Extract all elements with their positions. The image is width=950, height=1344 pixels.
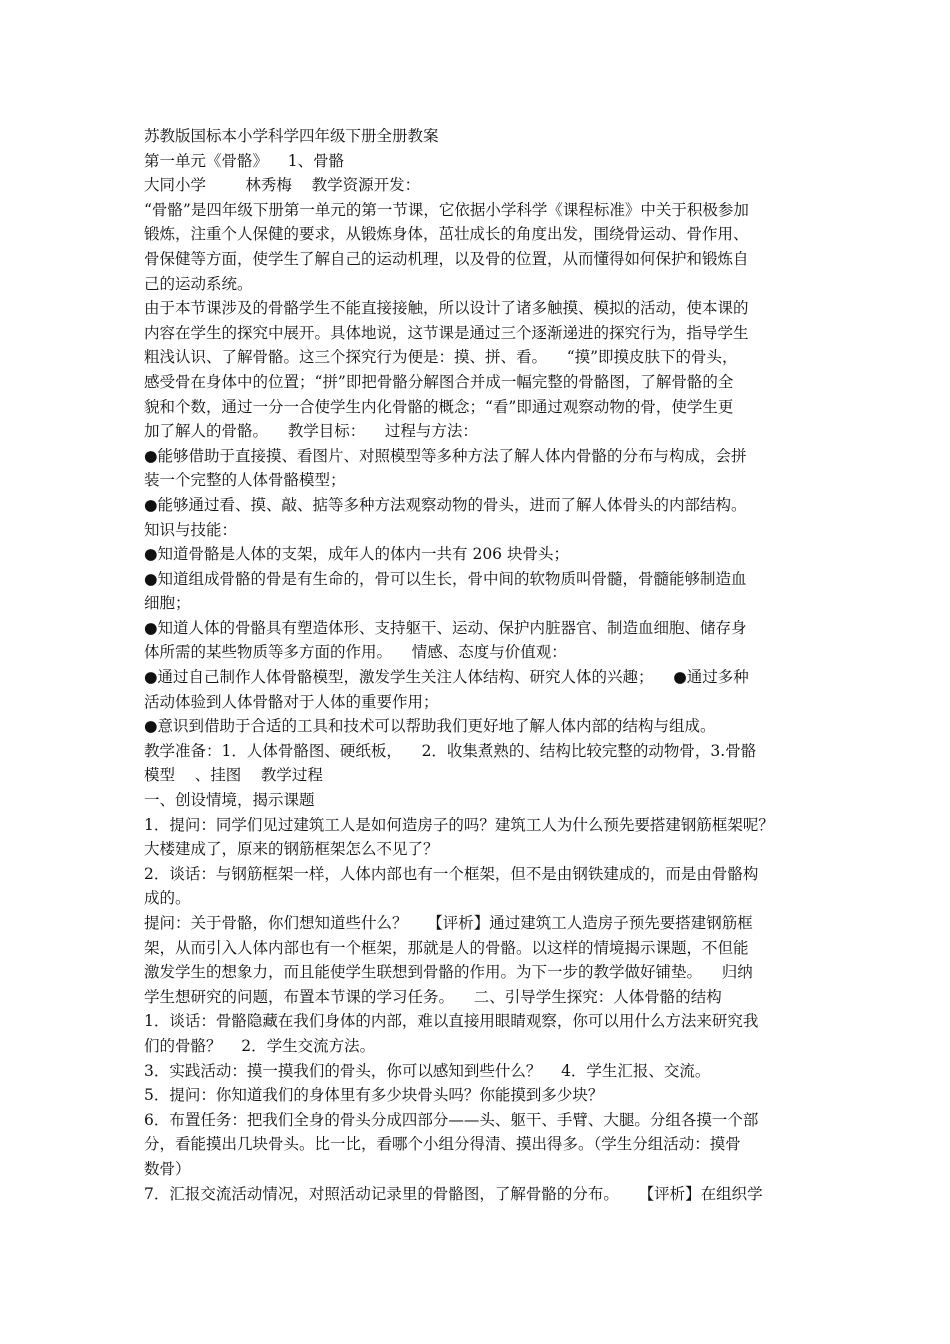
text-line: 大楼建成了，原来的钢筋框架怎么不见了？ — [144, 840, 439, 859]
text-line: 1．提问：同学们见过建筑工人是如何造房子的吗？建筑工人为什么预先要搭建钢筋框架呢？ — [144, 815, 774, 834]
text-line: 装一个完整的人体骨骼模型； — [144, 471, 346, 490]
text-line: 学生想研究的问题，布置本节课的学习任务。 二、引导学生探究：人体骨骼的结构 — [144, 987, 722, 1006]
text-line: 教学准备：1．人体骨骼图、硬纸板， 2．收集煮熟的、结构比较完整的动物骨，3.骨骼 — [144, 741, 757, 760]
text-line: 第一单元《骨骼》 1、骨骼 — [144, 151, 345, 170]
text-line: 5．提问：你知道我们的身体里有多少块骨头吗？你能摸到多少块？ — [144, 1086, 604, 1105]
text-line: 骨保健等方面，使学生了解自己的运动机理，以及骨的位置，从而懂得如何保护和锻炼自 — [144, 249, 749, 268]
text-line: “骨骼”是四年级下册第一单元的第一节课，它依据小学科学《课程标准》中关于积极参加 — [144, 200, 749, 219]
text-line: 大同小学 林秀梅 教学资源开发： — [144, 176, 421, 195]
document-body — [144, 124, 812, 1206]
text-line: 2．谈话：与钢筋框架一样，人体内部也有一个框架，但不是由钢铁建成的，而是由骨骼构 — [144, 864, 759, 883]
text-line: ●能够通过看、摸、敲、掂等多种方法观察动物的骨头，进而了解人体骨头的内部结构。 — [144, 495, 747, 514]
text-line: 激发学生的想象力，而且能使学生联想到骨骼的作用。为下一步的教学做好铺垫。 归纳 — [144, 963, 753, 982]
text-line: 己的运动系统。 — [144, 274, 253, 293]
text-line: 模型 、挂图 教学过程 — [144, 766, 323, 785]
text-line: 成的。 — [144, 889, 191, 908]
text-line: 由于本节课涉及的骨骼学生不能直接接触，所以设计了诸多触摸、模拟的活动，使本课的 — [144, 299, 749, 318]
text-line: ●通过自己制作人体骨骼模型，激发学生关注人体结构、研究人体的兴趣； ●通过多种 — [144, 668, 749, 687]
text-line: 锻炼，注重个人保健的要求，从锻炼身体，茁壮成长的角度出发，围绕骨运动、骨作用、 — [144, 225, 749, 244]
text-line: 1．谈话：骨骼隐藏在我们身体的内部，难以直接用眼睛观察，你可以用什么方法来研究我 — [144, 1012, 759, 1031]
text-line: ●意识到借助于合适的工具和技术可以帮助我们更好地了解人体内部的结构与组成。 — [144, 717, 716, 736]
text-line: 提问：关于骨骼，你们想知道些什么？ 【评析】通过建筑工人造房子预先要搭建钢筋框 — [144, 914, 753, 932]
text-line: 们的骨骼？ 2．学生交流方法。 — [144, 1036, 376, 1055]
text-line: 3．实践活动：摸一摸我们的骨头，你可以感知到些什么？ 4．学生汇报、交流。 — [144, 1061, 711, 1080]
text-line: 感受骨在身体中的位置；“拼”即把骨骼分解图合并成一幅完整的骨骼图，了解骨骼的全 — [144, 372, 734, 391]
text-line: 加了解人的骨骼。 教学目标： 过程与方法： — [144, 422, 478, 441]
text-line: 细胞； — [144, 594, 191, 613]
text-line: ●能够借助于直接摸、看图片、对照模型等多种方法了解人体内骨骼的分布与构成，会拼 — [144, 446, 747, 465]
text-line: 内容在学生的探究中展开。具体地说，这节课是通过三个逐渐递进的探究行为，指导学生 — [144, 323, 749, 342]
text-line: 7．汇报交流活动情况，对照活动记录里的骨骼图，了解骨骼的分布。 【评析】在组织学 — [144, 1184, 763, 1203]
text-line: 貌和个数，通过一分一合使学生内化骨骼的概念；“看”即通过观察动物的骨，使学生更 — [144, 397, 734, 416]
text-line: 活动体验到人体骨骼对于人体的重要作用； — [144, 692, 439, 711]
text-line: 6．布置任务：把我们全身的骨头分成四部分——头、躯干、手臂、大腿。分组各摸一个部 — [144, 1110, 759, 1129]
text-line: ●知道骨骼是人体的支架，成年人的体内一共有 206 块骨头； — [144, 545, 569, 564]
text-line: ●知道组成骨骼的骨是有生命的，骨可以生长，骨中间的软物质叫骨髓，骨髓能够制造血 — [144, 569, 747, 588]
text-line: 苏教版国标本小学科学四年级下册全册教案 — [144, 127, 439, 145]
text-line: 一、创设情境，揭示课题 — [144, 791, 315, 810]
text-line: 体所需的某些物质等多方面的作用。 情感、态度与价值观： — [144, 643, 567, 662]
text-line: 分，看能摸出几块骨头。比一比，看哪个小组分得清、摸出得多。（学生分组活动：摸骨 — [144, 1135, 741, 1154]
text-line: 数骨） — [144, 1159, 191, 1178]
text-line: 粗浅认识、了解骨骼。这三个探究行为便是：摸、拼、看。 “摸”即摸皮肤下的骨头， — [144, 348, 738, 367]
text-line: ●知道人体的骨骼具有塑造体形、支持躯干、运动、保护内脏器官、制造血细胞、储存身 — [144, 618, 747, 637]
text-line: 知识与技能： — [144, 520, 238, 539]
text-line: 架，从而引入人体内部也有一个框架，那就是人的骨骼。以这样的情境揭示课题，不但能 — [144, 938, 749, 957]
